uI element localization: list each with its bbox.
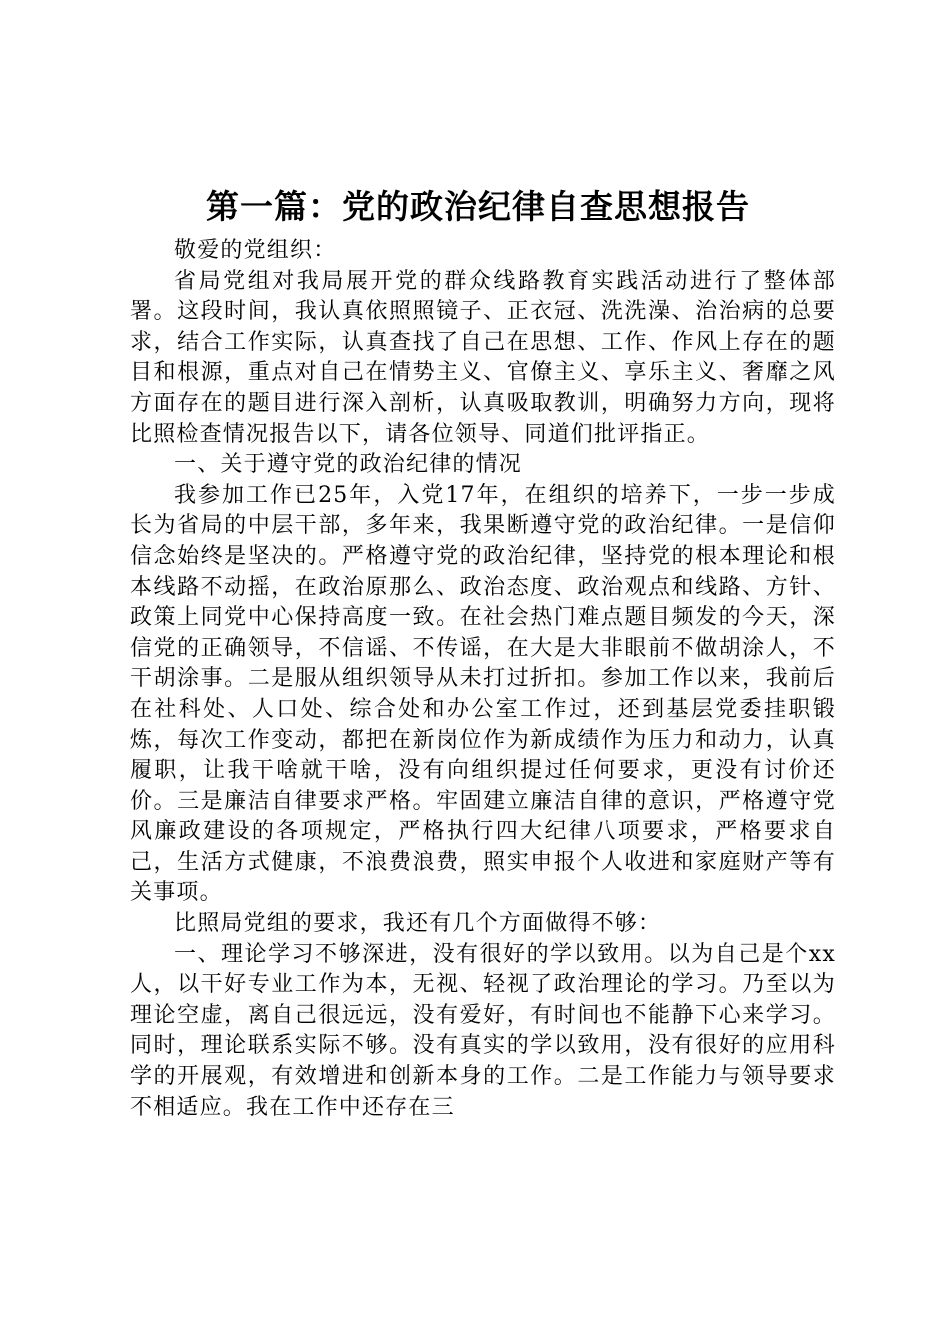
salutation: 敬爱的党组织： — [174, 238, 337, 263]
shortcomings-intro: 比照局党组的要求，我还有几个方面做得不够： — [174, 911, 662, 937]
shortcomings-paragraph: 一、理论学习不够深进，没有很好的学以致用。以为自己是个xx人，以干好专业工作为本，无视、轻视了政治理论的学习。乃至以为理论空虚，离自己很远远，没有爱好，有时间也不能静下心来学习。同时，理论联系实际不够。没有真实的学以致用，没有很好的应用科学的开展观，有效增进和创新本身的工作。二是工作能力与领导要求不相适应。我在工作中还存在三 — [130, 941, 836, 1120]
document-page — [130, 182, 836, 1123]
discipline-paragraph: 我参加工作已25年，入党17年，在组织的培养下，一步一步成长为省局的中层干部，多年来，我果断遵守党的政治纪律。一是信仰信念始终是坚决的。严格遵守党的政治纪律，坚持党的根本理论和根本线路不动摇，在政治原那么、政治态度、政治观点和线路、方针、政策上同党中心保持高度一致。在社会热门难点题目频发的今天，深信党的正确领导，不信谣、不传谣，在大是大非眼前不做胡涂人，不干胡涂事。二是服从组织领导从未打过折扣。参加工作以来，我前后在社科处、人口处、综合处和办公室工作过，还到基层党委挂职锻炼，每次工作变动，都把在新岗位作为新成绩作为压力和动力，认真履职，让我干啥就干啥，没有向组织提过任何要求，更没有讨价还价。三是廉洁自律要求严格。牢固建立廉洁自律的意识，严格遵守党风廉政建设的各项规定，严格执行四大纪律八项要求，严格要求自己，生活方式健康，不浪费浪费，照实申报个人收进和家庭财产等有关事项。 — [130, 482, 836, 906]
document-body — [130, 236, 836, 1123]
section-heading: 一、关于遵守党的政治纪律的情况 — [174, 452, 523, 478]
document-title: 第一篇：党的政治纪律自查思想报告 — [206, 187, 750, 226]
intro-paragraph: 省局党组对我局展开党的群众线路教育实践活动进行了整体部署。这段时间，我认真依照照镜子、正衣冠、洗洗澡、治治病的总要求，结合工作实际，认真查找了自己在思想、工作、作风上存在的题目和根源，重点对自己在情势主义、官僚主义、享乐主义、奢靡之风方面存在的题目进行深入剖析，认真吸取教训，明确努力方向，现将比照检查情况报告以下，请各位领导、同道们批评指正。 — [130, 268, 836, 447]
